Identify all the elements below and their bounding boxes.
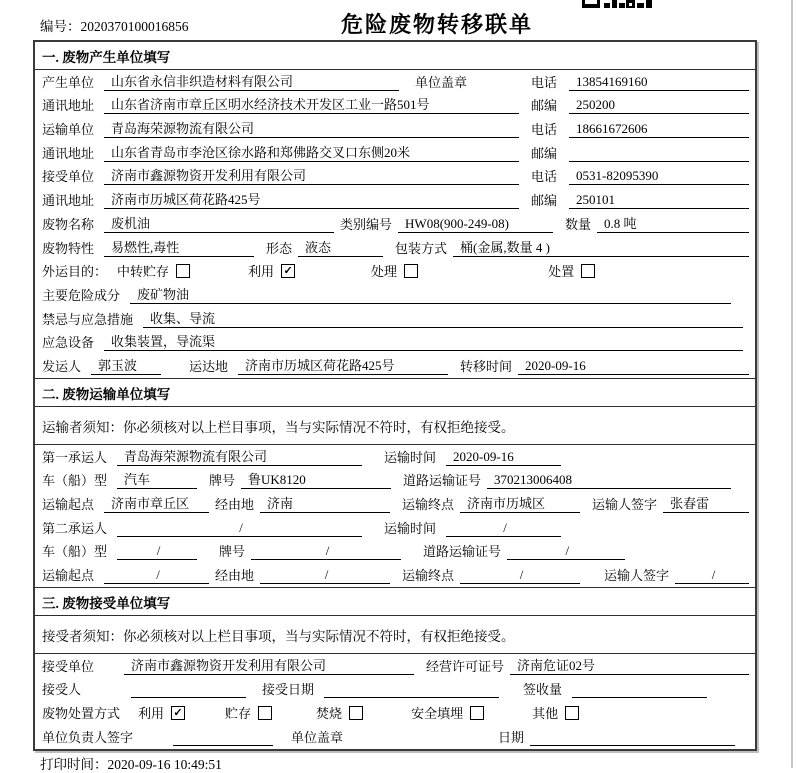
carrier2-label: 第二承运人 — [42, 520, 108, 536]
manager-sign-label: 单位负责人签字 — [42, 729, 134, 745]
disposal-label: 废物处置方式 — [42, 706, 121, 722]
receiver-postcode: 250101 — [569, 192, 749, 209]
carrier2-time: / — [446, 520, 561, 537]
purpose-transfer-label: 中转贮存 — [117, 264, 170, 280]
document-title: 危险废物转移联单 — [340, 12, 533, 37]
serial-label: 编号： — [40, 19, 81, 34]
consignor-row — [35, 354, 755, 378]
transfer-time-label: 转移时间 — [460, 358, 513, 374]
taboo-label: 禁忌与应急措施 — [42, 311, 134, 327]
vehicle1-value: 汽车 — [117, 469, 197, 489]
sign1-value: 张春雷 — [663, 493, 749, 513]
serial-value: 2020370100016856 — [80, 19, 189, 34]
checkbox-purpose-use[interactable]: ✓ — [281, 264, 295, 278]
producer-phone: 13854169160 — [569, 74, 749, 91]
date-label: 日期 — [497, 729, 524, 745]
hazard-label: 主要危险成分 — [42, 287, 121, 303]
origin1-value: 济南市章丘区 — [104, 493, 209, 513]
producer-postcode: 250200 — [569, 97, 749, 114]
checkbox-purpose-transfer[interactable] — [176, 264, 190, 278]
purpose-treat-label: 处理 — [371, 264, 398, 280]
transporter-phone: 18661672606 — [569, 121, 749, 138]
manager-sign-row — [35, 725, 755, 749]
page-edge-line — [791, 0, 793, 768]
permit2-value: / — [507, 543, 624, 560]
transport-time-label: 运输时间 — [384, 520, 437, 536]
transporter-value: 青岛海荣源物流有限公司 — [104, 118, 519, 138]
dest-label: 运输终点 — [402, 497, 455, 512]
hazard-value: 废矿物油 — [130, 284, 731, 304]
postcode-label: 邮编 — [531, 145, 558, 161]
receiver-label: 接受单位 — [42, 169, 95, 185]
checkbox-disposal-use[interactable]: ✓ — [171, 706, 185, 720]
receiver-notice: 接受者须知：你必须核对以上栏目事项，当与实际情况不符时，有权拒绝接受。 — [35, 616, 755, 654]
road-permit-label: 道路运输证号 — [423, 544, 502, 560]
permit1-value: 370213006408 — [487, 472, 731, 489]
producer-address: 山东省济南市章丘区明水经济技术开发区工业一路501号 — [104, 94, 519, 114]
accept-unit-value: 济南市鑫源物资开发利用有限公司 — [124, 655, 414, 675]
disposal-other-label: 其他 — [532, 706, 559, 722]
plate1-value: 鲁UK8120 — [241, 469, 391, 489]
packing-label: 包装方式 — [395, 240, 448, 256]
outbound-purpose-row — [35, 260, 755, 284]
dest-label: 运输终点 — [402, 568, 455, 584]
accept-unit-label: 接受单位 — [42, 658, 95, 674]
postcode-label: 邮编 — [531, 193, 558, 209]
receiver-value: 济南市鑫源物资开发利用有限公司 — [104, 165, 519, 185]
print-time-value: 2020-09-16 10:49:51 — [107, 757, 222, 772]
purpose-label: 外运目的： — [42, 264, 108, 280]
carrier1-row — [35, 445, 755, 469]
postcode-label: 邮编 — [531, 98, 558, 114]
disposal-use-label: 利用 — [138, 706, 165, 722]
taboo-row — [35, 307, 755, 331]
category-label: 类别编号 — [340, 216, 393, 232]
transfer-time-value: 2020-09-16 — [518, 358, 749, 375]
destination-label: 运达地 — [189, 358, 229, 374]
transporter-postcode — [569, 145, 749, 162]
purpose-dispose-label: 处置 — [548, 264, 575, 280]
license-value: 济南危证02号 — [510, 655, 749, 675]
accept-date-value — [324, 681, 499, 698]
transporter-address: 山东省青岛市李沧区徐水路和郑佛路交叉口东侧20米 — [104, 142, 519, 162]
acceptor-value — [131, 681, 246, 698]
disposal-landfill-label: 安全填埋 — [411, 706, 464, 722]
carrier2-row — [35, 516, 755, 540]
vehicle2-value: / — [117, 543, 197, 560]
carrier1-label: 第一承运人 — [42, 449, 108, 465]
accept-unit-row — [35, 654, 755, 678]
section2-header: 二. 废物运输单位填写 — [35, 378, 755, 407]
via1-value: 济南 — [260, 493, 390, 513]
phone-label: 电话 — [531, 122, 558, 138]
vehicle1-row — [35, 469, 755, 493]
plate-label: 牌号 — [219, 544, 246, 560]
via-label: 经由地 — [215, 568, 255, 584]
phone-label: 电话 — [531, 169, 558, 185]
disposal-store-label: 贮存 — [225, 706, 252, 722]
transporter-row — [35, 117, 755, 141]
producer-label: 产生单位 — [42, 74, 95, 90]
equipment-value: 收集装置，导流渠 — [104, 331, 743, 351]
route2-row — [35, 563, 755, 587]
address-label: 通讯地址 — [42, 98, 95, 114]
date-value — [530, 729, 735, 746]
document-header — [33, 8, 757, 38]
waste-name-value: 废机油 — [104, 213, 334, 233]
dest1-value: 济南市历城区 — [460, 493, 580, 513]
disposal-burn-label: 焚烧 — [316, 706, 343, 722]
carrier1-value: 青岛海荣源物流有限公司 — [117, 446, 362, 466]
character-label: 废物特性 — [42, 240, 95, 256]
quantity-label: 数量 — [565, 216, 592, 232]
consignor-value: 郭玉波 — [91, 355, 161, 375]
form-label: 形态 — [266, 240, 293, 256]
address-label: 通讯地址 — [42, 145, 95, 161]
transporter-address-row — [35, 141, 755, 165]
origin-label: 运输起点 — [42, 497, 95, 512]
disposal-method-row — [35, 701, 755, 725]
destination-value: 济南市历城区荷花路425号 — [238, 355, 448, 375]
manager-sign-value — [173, 729, 273, 746]
waste-name-row — [35, 212, 755, 236]
acceptor-label: 接受人 — [42, 682, 82, 698]
plate2-value: / — [251, 543, 401, 560]
checkbox-disposal-store[interactable] — [258, 706, 272, 720]
address-label: 通讯地址 — [42, 193, 95, 209]
transport-time-label: 运输时间 — [384, 449, 437, 465]
acceptor-row — [35, 678, 755, 702]
waste-character-row — [35, 236, 755, 260]
license-label: 经营许可证号 — [426, 658, 505, 674]
category-value: HW08(900-249-08) — [398, 216, 553, 233]
receiver-phone: 0531-82095390 — [569, 168, 749, 185]
consignor-label: 发运人 — [42, 358, 82, 374]
transporter-label: 运输单位 — [42, 122, 95, 138]
receiver-address: 济南市历城区荷花路425号 — [104, 189, 519, 209]
equipment-label: 应急设备 — [42, 335, 95, 351]
print-time-label: 打印时间： — [40, 757, 108, 772]
taboo-value: 收集、导流 — [143, 308, 743, 328]
carrier1-time: 2020-09-16 — [446, 449, 561, 466]
seal-label: 单位盖章 — [415, 74, 468, 90]
phone-label: 电话 — [531, 74, 558, 90]
purpose-use-label: 利用 — [248, 264, 275, 280]
carrier-sign-label: 运输人签字 — [592, 497, 658, 512]
receiver-address-row — [35, 188, 755, 212]
producer-row — [35, 70, 755, 94]
checkbox-purpose-dispose[interactable] — [581, 264, 595, 278]
accept-date-label: 接受日期 — [262, 682, 315, 698]
checkbox-disposal-landfill[interactable] — [470, 706, 484, 720]
form-value: 液态 — [298, 237, 383, 257]
dest2-value: / — [460, 567, 580, 584]
quantity-value: 0.8 吨 — [597, 213, 749, 233]
unit-seal-label: 单位盖章 — [291, 729, 344, 745]
sign-qty-value — [572, 681, 707, 698]
section1-header: 一. 废物产生单位填写 — [35, 42, 755, 70]
producer-value: 山东省永信非织造材料有限公司 — [104, 71, 399, 91]
hazard-row — [35, 283, 755, 307]
vehicle-type-label: 车（船）型 — [42, 473, 108, 489]
checkbox-purpose-treat[interactable] — [404, 264, 418, 278]
carrier-sign-label: 运输人签字 — [604, 568, 670, 584]
receiver-row — [35, 165, 755, 189]
packing-value: 桶(金属,数量 4 ) — [453, 237, 749, 257]
producer-address-row — [35, 94, 755, 118]
origin2-value: / — [104, 567, 209, 584]
section3-header: 三. 废物接受单位填写 — [35, 587, 755, 616]
plate-label: 牌号 — [209, 473, 236, 489]
character-value: 易燃性,毒性 — [104, 237, 254, 257]
origin-label: 运输起点 — [42, 568, 95, 584]
route1-row — [35, 492, 755, 516]
waste-name-label: 废物名称 — [42, 216, 95, 232]
carrier2-value: / — [117, 520, 362, 537]
via2-value: / — [260, 567, 390, 584]
sign2-value: / — [675, 567, 749, 584]
road-permit-label: 道路运输证号 — [403, 473, 482, 489]
sign-qty-label: 签收量 — [523, 682, 563, 698]
equipment-row — [35, 331, 755, 355]
vehicle2-row — [35, 540, 755, 564]
checkbox-disposal-other[interactable] — [565, 706, 579, 720]
transfer-form — [33, 40, 757, 751]
vehicle-type-label: 车（船）型 — [42, 544, 108, 560]
transporter-notice: 运输者须知：你必须核对以上栏目事项，当与实际情况不符时，有权拒绝接受。 — [35, 407, 755, 445]
print-time-line — [40, 753, 222, 773]
checkbox-disposal-burn[interactable] — [349, 706, 363, 720]
via-label: 经由地 — [215, 497, 255, 512]
